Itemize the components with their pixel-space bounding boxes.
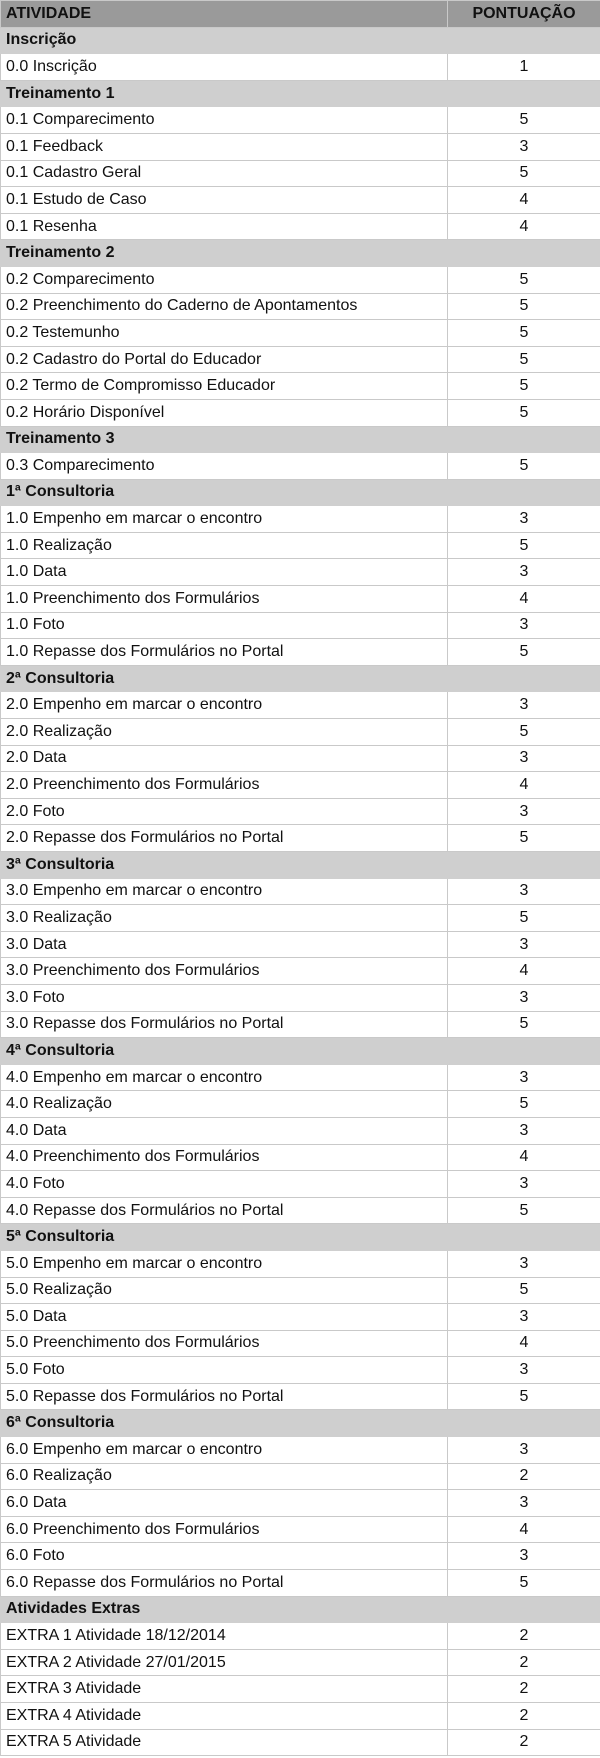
activity-cell: 5.0 Realização (1, 1277, 448, 1304)
activity-cell: 1.0 Preenchimento dos Formulários (1, 586, 448, 613)
points-cell: 2 (448, 1649, 600, 1676)
table-row (1, 1703, 600, 1730)
table-row (1, 1144, 600, 1171)
activity-cell: 6.0 Foto (1, 1543, 448, 1570)
activity-cell: 2.0 Foto (1, 798, 448, 825)
table-row (1, 54, 600, 81)
points-cell: 5 (448, 320, 600, 347)
points-cell: 5 (448, 293, 600, 320)
table-row (1, 878, 600, 905)
table-row (1, 1011, 600, 1038)
activity-cell: 0.0 Inscrição (1, 54, 448, 81)
points-cell: 4 (448, 213, 600, 240)
activity-cell: 1.0 Foto (1, 612, 448, 639)
column-header-points: PONTUAÇÃO (448, 1, 600, 28)
points-cell: 5 (448, 532, 600, 559)
activity-cell: 4.0 Empenho em marcar o encontro (1, 1064, 448, 1091)
table-row (1, 399, 600, 426)
section-row (1, 240, 600, 267)
table-row (1, 373, 600, 400)
table-row (1, 719, 600, 746)
table-row (1, 931, 600, 958)
section-row (1, 80, 600, 107)
table-row (1, 187, 600, 214)
points-cell: 1 (448, 54, 600, 81)
activity-cell: 0.3 Comparecimento (1, 453, 448, 480)
points-cell: 4 (448, 1144, 600, 1171)
activity-cell: 1.0 Data (1, 559, 448, 586)
section-row (1, 1224, 600, 1251)
section-row (1, 1596, 600, 1623)
table-row (1, 798, 600, 825)
points-cell: 5 (448, 905, 600, 932)
activity-cell: 2.0 Preenchimento dos Formulários (1, 772, 448, 799)
activity-cell: 6.0 Empenho em marcar o encontro (1, 1437, 448, 1464)
activity-cell: 3.0 Realização (1, 905, 448, 932)
activity-cell: 2.0 Data (1, 745, 448, 772)
points-cell: 5 (448, 639, 600, 666)
table-row (1, 1277, 600, 1304)
points-cell: 3 (448, 1543, 600, 1570)
points-cell: 5 (448, 1011, 600, 1038)
table-row (1, 639, 600, 666)
table-row (1, 1729, 600, 1756)
activity-cell: 0.2 Horário Disponível (1, 399, 448, 426)
points-cell: 3 (448, 1357, 600, 1384)
section-row (1, 852, 600, 879)
points-cell: 5 (448, 1091, 600, 1118)
table-body (1, 27, 600, 1756)
activity-cell: 1.0 Realização (1, 532, 448, 559)
activity-cell: 2.0 Realização (1, 719, 448, 746)
table-row (1, 266, 600, 293)
table-row (1, 1516, 600, 1543)
activity-cell: 6.0 Preenchimento dos Formulários (1, 1516, 448, 1543)
table-row (1, 1437, 600, 1464)
activity-cell: 0.2 Testemunho (1, 320, 448, 347)
activity-cell: 5.0 Empenho em marcar o encontro (1, 1250, 448, 1277)
activity-cell: 3.0 Preenchimento dos Formulários (1, 958, 448, 985)
section-title: 3ª Consultoria (1, 852, 600, 879)
activity-cell: 1.0 Empenho em marcar o encontro (1, 506, 448, 533)
points-cell: 5 (448, 399, 600, 426)
section-title: 4ª Consultoria (1, 1038, 600, 1065)
points-cell: 3 (448, 798, 600, 825)
activity-cell: 0.2 Preenchimento do Caderno de Apontamentos (1, 293, 448, 320)
section-row (1, 665, 600, 692)
table-row (1, 506, 600, 533)
section-title: 5ª Consultoria (1, 1224, 600, 1251)
activity-cell: 5.0 Preenchimento dos Formulários (1, 1330, 448, 1357)
activity-cell: 4.0 Foto (1, 1171, 448, 1198)
points-cell: 3 (448, 1250, 600, 1277)
table-row (1, 612, 600, 639)
activity-cell: 6.0 Data (1, 1490, 448, 1517)
activity-cell: 2.0 Empenho em marcar o encontro (1, 692, 448, 719)
table-row (1, 532, 600, 559)
points-cell: 2 (448, 1676, 600, 1703)
points-cell: 2 (448, 1623, 600, 1650)
section-row (1, 27, 600, 54)
points-cell: 5 (448, 160, 600, 187)
points-cell: 5 (448, 107, 600, 134)
activity-cell: 0.1 Resenha (1, 213, 448, 240)
section-title: 2ª Consultoria (1, 665, 600, 692)
section-title: Treinamento 1 (1, 80, 600, 107)
activity-cell: 3.0 Data (1, 931, 448, 958)
table-row (1, 1623, 600, 1650)
table-row (1, 1117, 600, 1144)
activity-cell: 3.0 Empenho em marcar o encontro (1, 878, 448, 905)
points-cell: 5 (448, 266, 600, 293)
table-row (1, 958, 600, 985)
table-row (1, 1490, 600, 1517)
points-cell: 3 (448, 745, 600, 772)
activity-cell: 0.1 Feedback (1, 133, 448, 160)
table-row (1, 1171, 600, 1198)
table-row (1, 1543, 600, 1570)
points-cell: 5 (448, 825, 600, 852)
table-row (1, 1357, 600, 1384)
points-cell: 5 (448, 1570, 600, 1597)
points-cell: 5 (448, 719, 600, 746)
table-row (1, 905, 600, 932)
table-row (1, 825, 600, 852)
table-row (1, 1091, 600, 1118)
activity-cell: 0.2 Comparecimento (1, 266, 448, 293)
table-header (1, 1, 600, 28)
points-cell: 3 (448, 612, 600, 639)
table-row (1, 160, 600, 187)
points-cell: 2 (448, 1463, 600, 1490)
table-row (1, 772, 600, 799)
points-cell: 3 (448, 133, 600, 160)
table-row (1, 213, 600, 240)
points-cell: 3 (448, 559, 600, 586)
section-title: 6ª Consultoria (1, 1410, 600, 1437)
points-cell: 4 (448, 586, 600, 613)
section-title: Inscrição (1, 27, 600, 54)
activity-cell: EXTRA 1 Atividade 18/12/2014 (1, 1623, 448, 1650)
activity-cell: 0.1 Cadastro Geral (1, 160, 448, 187)
points-cell: 2 (448, 1703, 600, 1730)
table-row (1, 1649, 600, 1676)
points-cell: 5 (448, 1197, 600, 1224)
table-row (1, 1676, 600, 1703)
header-row (1, 1, 600, 28)
activity-cell: 4.0 Repasse dos Formulários no Portal (1, 1197, 448, 1224)
points-cell: 3 (448, 1171, 600, 1198)
points-cell: 2 (448, 1729, 600, 1756)
table-row (1, 1570, 600, 1597)
points-cell: 3 (448, 931, 600, 958)
points-cell: 4 (448, 1330, 600, 1357)
activity-cell: EXTRA 2 Atividade 27/01/2015 (1, 1649, 448, 1676)
points-cell: 4 (448, 1516, 600, 1543)
activity-cell: 5.0 Data (1, 1304, 448, 1331)
activity-cell: 1.0 Repasse dos Formulários no Portal (1, 639, 448, 666)
activity-cell: 4.0 Data (1, 1117, 448, 1144)
activity-cell: 5.0 Foto (1, 1357, 448, 1384)
points-cell: 3 (448, 506, 600, 533)
section-title: Treinamento 2 (1, 240, 600, 267)
table-row (1, 133, 600, 160)
points-cell: 3 (448, 1064, 600, 1091)
activity-cell: 6.0 Repasse dos Formulários no Portal (1, 1570, 448, 1597)
table-row (1, 1383, 600, 1410)
section-row (1, 426, 600, 453)
activity-cell: 4.0 Realização (1, 1091, 448, 1118)
points-cell: 3 (448, 1490, 600, 1517)
points-cell: 3 (448, 984, 600, 1011)
points-cell: 5 (448, 1383, 600, 1410)
section-title: 1ª Consultoria (1, 479, 600, 506)
section-row (1, 1038, 600, 1065)
table-row (1, 346, 600, 373)
points-cell: 3 (448, 692, 600, 719)
points-cell: 5 (448, 373, 600, 400)
column-header-activity: ATIVIDADE (1, 1, 448, 28)
points-cell: 3 (448, 1117, 600, 1144)
activity-cell: 0.2 Termo de Compromisso Educador (1, 373, 448, 400)
activity-cell: 3.0 Foto (1, 984, 448, 1011)
points-cell: 3 (448, 1304, 600, 1331)
points-cell: 4 (448, 958, 600, 985)
table-row (1, 745, 600, 772)
section-row (1, 1410, 600, 1437)
section-title: Atividades Extras (1, 1596, 600, 1623)
table-row (1, 559, 600, 586)
section-row (1, 479, 600, 506)
table-row (1, 1250, 600, 1277)
activity-cell: 4.0 Preenchimento dos Formulários (1, 1144, 448, 1171)
table-row (1, 1463, 600, 1490)
table-row (1, 984, 600, 1011)
table-row (1, 293, 600, 320)
table-row (1, 692, 600, 719)
activity-cell: 0.1 Estudo de Caso (1, 187, 448, 214)
points-cell: 5 (448, 453, 600, 480)
table-row (1, 1304, 600, 1331)
points-cell: 5 (448, 346, 600, 373)
activity-cell: 0.2 Cadastro do Portal do Educador (1, 346, 448, 373)
points-cell: 3 (448, 1437, 600, 1464)
table-row (1, 320, 600, 347)
points-cell: 4 (448, 187, 600, 214)
table-row (1, 1197, 600, 1224)
points-cell: 3 (448, 878, 600, 905)
activity-cell: 6.0 Realização (1, 1463, 448, 1490)
section-title: Treinamento 3 (1, 426, 600, 453)
table-row (1, 1064, 600, 1091)
points-cell: 5 (448, 1277, 600, 1304)
activity-cell: EXTRA 3 Atividade (1, 1676, 448, 1703)
activity-cell: 2.0 Repasse dos Formulários no Portal (1, 825, 448, 852)
table-row (1, 453, 600, 480)
activity-cell: EXTRA 4 Atividade (1, 1703, 448, 1730)
table-row (1, 586, 600, 613)
activity-cell: EXTRA 5 Atividade (1, 1729, 448, 1756)
table-row (1, 1330, 600, 1357)
points-cell: 4 (448, 772, 600, 799)
activity-cell: 3.0 Repasse dos Formulários no Portal (1, 1011, 448, 1038)
activity-cell: 0.1 Comparecimento (1, 107, 448, 134)
table-row (1, 107, 600, 134)
activity-cell: 5.0 Repasse dos Formulários no Portal (1, 1383, 448, 1410)
